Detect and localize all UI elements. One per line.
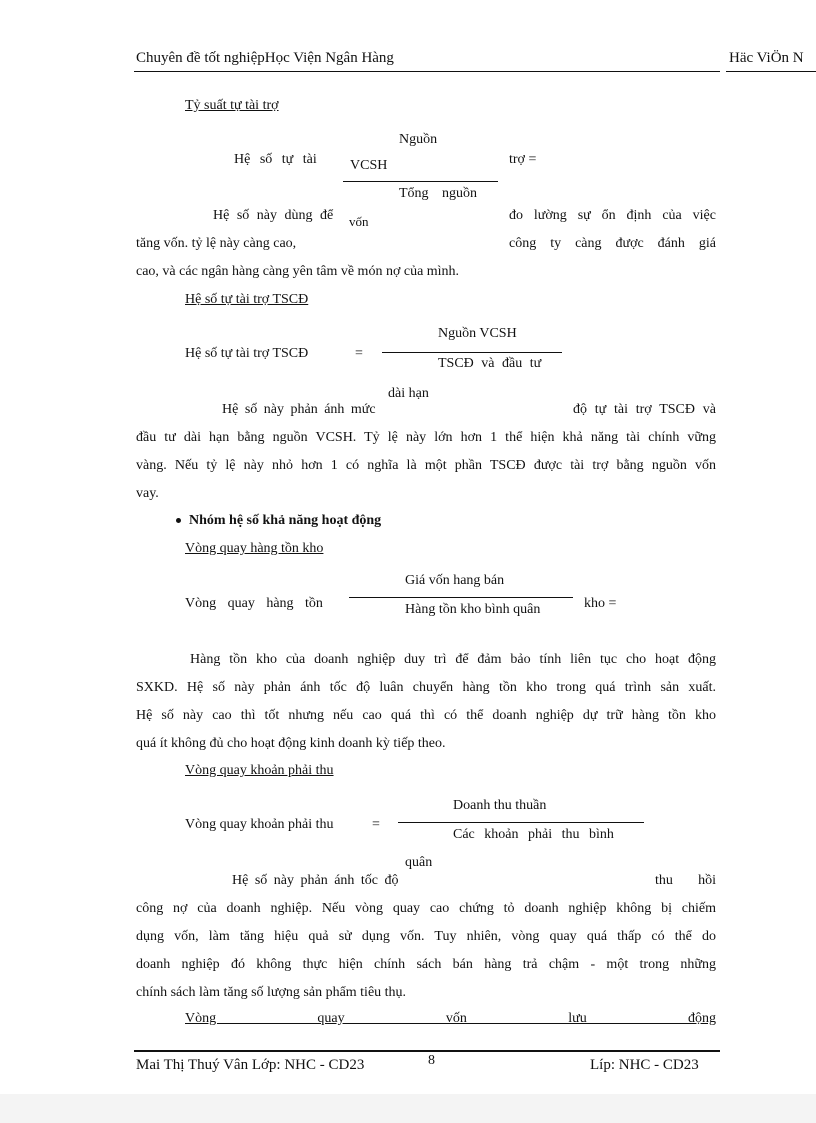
s3-para3: Hệ số này cao thì tốt nhưng nếu cao quá thì có thể doanh nghiệp dự trữ hàng tồn kho xyxy=(136,708,716,723)
formula2-denominator: TSCĐ và đầu tư xyxy=(438,356,542,371)
s1-para1-right: đo lường sự ổn định của việc xyxy=(509,208,716,223)
formula2-left: Hệ số tự tài trợ TSCĐ xyxy=(185,346,309,361)
s2-para4: vay. xyxy=(136,486,159,501)
s3-para1: Hàng tồn kho của doanh nghiệp duy trì để đảm bảo tính liên tục cho hoạt động xyxy=(190,652,716,667)
page-bottom-band xyxy=(0,1094,816,1123)
s1-para2-left: tăng vốn. tỷ lệ này càng cao, xyxy=(136,236,297,251)
footer-left: Mai Thị Thuý Vân Lớp: NHC - CD23 xyxy=(136,1057,365,1073)
header-left: Chuyên đề tốt nghiệpHọc Viện Ngân Hàng xyxy=(136,50,394,66)
header-rule-right xyxy=(726,71,816,72)
formula2-fraction-line xyxy=(382,352,562,353)
s4-para1-left: Hệ số này phản ánh tốc độ xyxy=(232,873,399,888)
footer-rule xyxy=(134,1050,720,1052)
formula3-left: Vòng quay hàng tồn xyxy=(185,596,323,611)
section-title-receivables-turnover: Vòng quay khoản phải thu xyxy=(185,763,334,778)
formula3-numerator: Giá vốn hang bán xyxy=(405,573,505,588)
formula4-fraction-line xyxy=(398,822,644,823)
formula4-left: Vòng quay khoản phải thu xyxy=(185,817,334,832)
section-title-fixed-asset-financing: Hệ số tự tài trợ TSCĐ xyxy=(185,292,309,307)
header-rule xyxy=(134,71,720,72)
s1-para2-right: công ty càng được đánh giá xyxy=(509,236,716,251)
page-number: 8 xyxy=(428,1053,435,1068)
formula4-denominator: Các khoản phải thu bình xyxy=(453,827,614,842)
formula1-denominator: Tổng nguồn xyxy=(399,186,478,201)
formula3-right: kho = xyxy=(584,596,617,611)
s3-para2: SXKD. Hệ số này phản ánh tốc độ luân chuyển hàng tồn kho trong quá trình sản xuất. xyxy=(136,680,716,695)
s2-para3: vàng. Nếu tỷ lệ này nhỏ hơn 1 có nghĩa là một phần TSCĐ được tài trợ bằng nguồn vốn xyxy=(136,458,716,473)
formula2-denominator-cont: dài hạn xyxy=(388,386,429,401)
header-right: Häc ViÖn N xyxy=(729,50,804,66)
formula4-denominator-cont: quân xyxy=(405,855,433,870)
formula2-equals: = xyxy=(355,346,363,361)
s4-para1-right: thu hồi xyxy=(655,873,716,888)
formula1-fraction-line xyxy=(343,181,498,182)
bullet-icon xyxy=(176,518,181,523)
footer-right: Líp: NHC - CD23 xyxy=(590,1057,699,1073)
formula3-denominator: Hàng tồn kho bình quân xyxy=(405,602,541,617)
section-title-working-capital-turnover: Vòng quay vốn lưu động xyxy=(185,1011,716,1026)
s4-para5: chính sách làm tăng số lượng sản phẩm tiêu thụ. xyxy=(136,985,407,1000)
s1-para1-sub: vốn xyxy=(349,214,369,229)
s4-para4: doanh nghiệp đó không thực hiện chính sách bán hàng trả chậm - một trong những xyxy=(136,957,716,972)
s1-para1-left: Hệ số này dùng để xyxy=(213,208,334,223)
section-title-inventory-turnover: Vòng quay hàng tồn kho xyxy=(185,541,324,556)
formula1-numerator-top: Nguồn xyxy=(399,132,438,147)
s4-para3: dụng vốn, làm tăng hiệu quả sử dụng vốn. Tuy nhiên, vòng quay quá thấp có thể do xyxy=(136,929,716,944)
formula1-left: Hệ số tự tài xyxy=(234,152,317,167)
s4-para2: công nợ của doanh nghiệp. Nếu vòng quay cao chứng tỏ doanh nghiệp không bị chiếm xyxy=(136,901,716,916)
s2-para2: đầu tư dài hạn bằng nguồn VCSH. Tỷ lệ này lớn hơn 1 thể hiện khả năng tài chính vững xyxy=(136,430,716,445)
s2-para1-left: Hệ số này phản ánh mức xyxy=(222,402,376,417)
formula4-equals: = xyxy=(372,817,380,832)
formula1-numerator: VCSH xyxy=(350,158,388,173)
s1-para3: cao, và các ngân hàng càng yên tâm về món nợ của mình. xyxy=(136,264,460,279)
formula2-numerator: Nguồn VCSH xyxy=(438,326,517,341)
formula4-numerator: Doanh thu thuần xyxy=(453,798,547,813)
group-title-activity-ratios: Nhóm hệ số khả năng hoạt động xyxy=(176,513,381,529)
s2-para1-right: độ tự tài trợ TSCĐ và xyxy=(573,402,716,417)
formula3-fraction-line xyxy=(349,597,573,598)
section-title-self-financing: Tỷ suất tự tài trợ xyxy=(185,98,279,113)
formula1-right: trợ = xyxy=(509,152,537,167)
s3-para4: quá ít không đủ cho hoạt động kinh doanh kỳ tiếp theo. xyxy=(136,736,446,751)
